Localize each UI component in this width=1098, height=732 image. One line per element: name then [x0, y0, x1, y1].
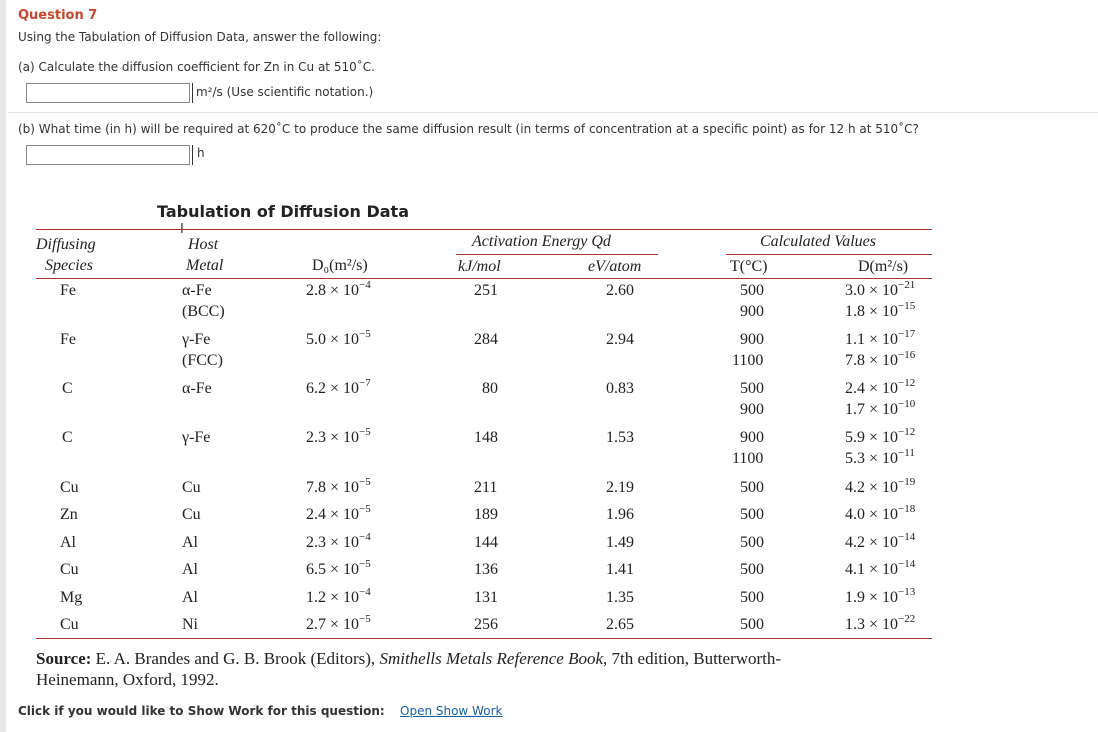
cell-d-exponent: −21	[898, 279, 916, 291]
cell-temperature: 500	[740, 616, 764, 633]
cell-evatom: 1.96	[606, 506, 634, 523]
cell-d: $4.0 \times 10^{-18}$	[845, 503, 916, 523]
cell-host: Al	[182, 589, 198, 606]
cell-d0: $6.5 \times 10^{-5}$	[306, 558, 371, 578]
cell-species: Mg	[60, 589, 83, 606]
cell-d0-exponent: −7	[359, 377, 371, 389]
header-bottom-rule	[36, 278, 932, 279]
cell-temperature-2: 900	[740, 303, 764, 320]
table-bottom-rule	[36, 638, 932, 639]
cell-d-exponent: −19	[898, 476, 916, 488]
cell-temperature: 500	[740, 534, 764, 551]
part-a-text: (a) Calculate the diffusion coefficient for Zn in Cu at 510˚C.	[18, 60, 375, 74]
cell-host: Ni	[182, 616, 198, 633]
show-work-prompt: Click if you would like to Show Work for this question:	[18, 704, 385, 718]
cell-d: $1.9 \times 10^{-13}$	[845, 586, 916, 606]
cell-temperature-2: 1100	[732, 352, 764, 369]
header-host: Host	[188, 236, 219, 253]
cell-d-2: $1.7 \times 10^{-10}$	[845, 398, 916, 418]
header-activation: Activation Energy Qd	[472, 233, 611, 250]
cell-temperature: 500	[740, 506, 764, 523]
cell-host: α-Fe	[182, 282, 212, 299]
cell-d: $2.4 \times 10^{-12}$	[845, 377, 916, 397]
cell-evatom: 1.41	[606, 561, 634, 578]
cell-d0: $2.4 \times 10^{-5}$	[306, 503, 371, 523]
cell-host: γ-Fe	[182, 429, 211, 446]
cell-evatom: 2.94	[606, 331, 634, 348]
cell-d0-exponent: −5	[359, 476, 371, 488]
source-text-2: 7th edition, Butterworth-	[607, 649, 782, 668]
cell-evatom: 1.35	[606, 589, 634, 606]
cell-kjmol: 148	[474, 429, 498, 446]
cell-species: Fe	[60, 331, 76, 348]
part-b-text: (b) What time (in h) will be required at 620˚C to produce the same diffusion result (in terms of concentration at a specific point) as for 12 h at 510˚C?	[18, 122, 919, 136]
cell-d0: $5.0 \times 10^{-5}$	[306, 328, 371, 348]
header-temperature: T(°C)	[730, 258, 768, 275]
cell-evatom: 0.83	[606, 380, 634, 397]
divider	[8, 112, 1098, 113]
cell-kjmol: 131	[474, 589, 498, 606]
source-book: Smithells Metals Reference Book,	[379, 649, 608, 668]
cell-d-exponent: −12	[898, 426, 916, 438]
cell-d-exponent: −14	[898, 558, 916, 570]
text-cursor-icon: Ι	[180, 222, 184, 237]
cell-d: $5.9 \times 10^{-12}$	[845, 426, 916, 446]
cell-d-2: $7.8 \times 10^{-16}$	[845, 349, 916, 369]
cell-d: $4.2 \times 10^{-14}$	[845, 531, 916, 551]
part-a-unit: m²/s (Use scientific notation.)	[196, 85, 374, 99]
cell-kjmol: 80	[482, 380, 498, 397]
cell-d-2: $1.8 \times 10^{-15}$	[845, 300, 916, 320]
cell-species: C	[62, 429, 73, 446]
source-line-1	[36, 649, 781, 669]
cell-kjmol: 251	[474, 282, 498, 299]
cell-d: $1.3 \times 10^{-22}$	[845, 613, 916, 633]
header-d0: D₀(m²/s)	[312, 257, 368, 274]
cell-host: Cu	[182, 479, 201, 496]
cell-species: Fe	[60, 282, 76, 299]
question-intro: Using the Tabulation of Diffusion Data, answer the following:	[18, 30, 382, 44]
cell-d0: $2.3 \times 10^{-4}$	[306, 531, 371, 551]
header-kjmol: kJ/mol	[458, 258, 501, 275]
cell-d-exponent: −13	[898, 586, 916, 598]
cell-d0: $2.7 \times 10^{-5}$	[306, 613, 371, 633]
cell-d: $1.1 \times 10^{-17}$	[845, 328, 916, 348]
cell-species: C	[62, 380, 73, 397]
header-diffusing: Diffusing	[36, 236, 96, 253]
open-show-work-link[interactable]: Open Show Work	[400, 704, 503, 718]
cell-kjmol: 189	[474, 506, 498, 523]
part-a-input[interactable]	[26, 83, 190, 103]
cell-d0-exponent: −5	[359, 426, 371, 438]
cell-d0: $7.8 \times 10^{-5}$	[306, 476, 371, 496]
cell-evatom: 2.60	[606, 282, 634, 299]
cell-d: $3.0 \times 10^{-21}$	[845, 279, 916, 299]
cell-d0: $2.3 \times 10^{-5}$	[306, 426, 371, 446]
cell-host: α-Fe	[182, 380, 212, 397]
source-label: Source:	[36, 649, 92, 668]
cell-species: Al	[60, 534, 76, 551]
cell-kjmol: 284	[474, 331, 498, 348]
part-b-unit: h	[197, 146, 205, 160]
table-top-rule	[36, 229, 932, 230]
cell-d: $4.1 \times 10^{-14}$	[845, 558, 916, 578]
cell-evatom: 1.53	[606, 429, 634, 446]
part-b-input-caret	[192, 145, 193, 165]
header-metal: Metal	[186, 257, 224, 274]
cell-temperature: 500	[740, 282, 764, 299]
cell-temperature: 500	[740, 589, 764, 606]
cell-kjmol: 256	[474, 616, 498, 633]
cell-temperature: 500	[740, 479, 764, 496]
cell-d0-exponent: −5	[359, 558, 371, 570]
question-title: Question 7	[18, 8, 98, 23]
cell-d0-exponent: −4	[359, 586, 371, 598]
cell-temperature: 900	[740, 429, 764, 446]
cell-d0-exponent: −5	[359, 328, 371, 340]
cell-species: Cu	[60, 479, 79, 496]
header-d: D(m²/s)	[858, 258, 909, 275]
cell-host: Cu	[182, 506, 201, 523]
header-species: Species	[45, 257, 93, 274]
cell-d0: $6.2 \times 10^{-7}$	[306, 377, 371, 397]
cell-d-2-exponent: −10	[898, 398, 916, 410]
cell-d0-exponent: −5	[359, 503, 371, 515]
source-text-1: E. A. Brandes and G. B. Brook (Editors),	[91, 649, 380, 668]
cell-d0: $1.2 \times 10^{-4}$	[306, 586, 371, 606]
cell-host: Al	[182, 534, 198, 551]
cell-d-exponent: −18	[898, 503, 916, 515]
cell-d-exponent: −12	[898, 377, 916, 389]
cell-kjmol: 136	[474, 561, 498, 578]
cell-host-structure: (FCC)	[182, 352, 223, 369]
cell-temperature: 900	[740, 331, 764, 348]
cell-evatom: 2.19	[606, 479, 634, 496]
cell-d-2: $5.3 \times 10^{-11}$	[845, 447, 915, 467]
table-title: Tabulation of Diffusion Data	[157, 202, 409, 221]
cell-species: Cu	[60, 616, 79, 633]
activation-rule	[456, 254, 658, 255]
cell-temperature-2: 1100	[732, 450, 764, 467]
cell-kjmol: 144	[474, 534, 498, 551]
source-line-2: Heinemann, Oxford, 1992.	[36, 670, 219, 689]
cell-host: γ-Fe	[182, 331, 211, 348]
cell-d0-exponent: −4	[359, 531, 371, 543]
cell-host: Al	[182, 561, 198, 578]
header-calculated: Calculated Values	[760, 233, 876, 250]
cell-evatom: 1.49	[606, 534, 634, 551]
cell-kjmol: 211	[474, 479, 498, 496]
calculated-rule	[726, 254, 932, 255]
cell-temperature: 500	[740, 380, 764, 397]
cell-temperature-2: 900	[740, 401, 764, 418]
cell-d-2-exponent: −11	[898, 447, 915, 459]
cell-temperature: 500	[740, 561, 764, 578]
cell-d-exponent: −17	[898, 328, 916, 340]
cell-species: Zn	[60, 506, 78, 523]
cell-d-2-exponent: −15	[898, 300, 916, 312]
cell-d0-exponent: −5	[359, 613, 371, 625]
cell-d0: $2.8 \times 10^{-4}$	[306, 279, 371, 299]
cell-d: $4.2 \times 10^{-19}$	[845, 476, 916, 496]
left-border	[0, 0, 6, 732]
part-b-input[interactable]	[26, 145, 190, 165]
cell-evatom: 2.65	[606, 616, 634, 633]
cell-d-exponent: −14	[898, 531, 916, 543]
cell-host-structure: (BCC)	[182, 303, 225, 320]
cell-d-2-exponent: −16	[898, 349, 916, 361]
part-a-input-caret	[192, 83, 193, 103]
header-evatom: eV/atom	[588, 258, 642, 275]
cell-species: Cu	[60, 561, 79, 578]
cell-d-exponent: −22	[898, 613, 916, 625]
cell-d0-exponent: −4	[359, 279, 371, 291]
